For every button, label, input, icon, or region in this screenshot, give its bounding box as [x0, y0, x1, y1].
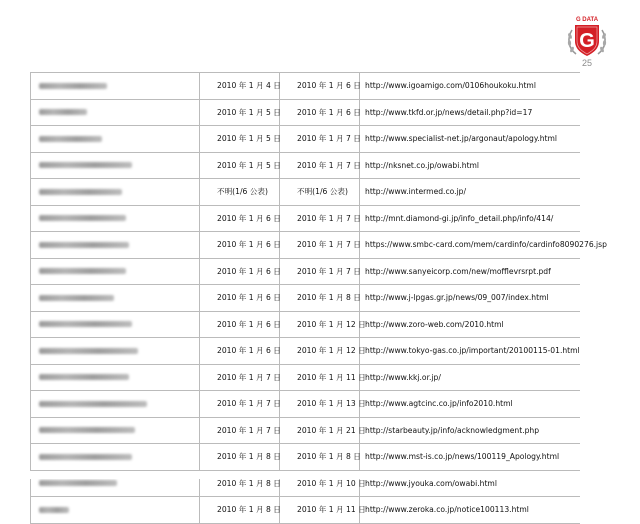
table-row	[30, 126, 580, 153]
table-row	[30, 259, 580, 286]
source-url-link[interactable]: https://www.smbc-card.com/mem/cardinfo/cardinfo8090276.jsp	[365, 240, 607, 250]
incident-date-cell: 2010 年 1 月 6 日	[200, 206, 280, 232]
announce-date-cell: 2010 年 1 月 6 日	[280, 100, 360, 126]
incident-date-cell: 2010 年 1 月 8 日	[200, 471, 280, 497]
redacted-company-name	[39, 480, 117, 486]
announce-date-cell: 2010 年 1 月 21 日	[280, 418, 360, 444]
table-row	[30, 153, 580, 180]
incident-date-cell: 2010 年 1 月 5 日	[200, 153, 280, 179]
redacted-company-name	[39, 83, 107, 89]
page-bottom-edge	[0, 471, 640, 479]
source-url-link[interactable]: http://www.sanyeicorp.com/new/mofflevrsrpt.pdf	[365, 266, 551, 276]
redacted-company-name	[39, 427, 135, 433]
announce-date-cell: 2010 年 1 月 6 日	[280, 73, 360, 99]
incident-date-cell: 2010 年 1 月 6 日	[200, 338, 280, 364]
announce-date-cell: 2010 年 1 月 12 日	[280, 312, 360, 338]
incident-date-cell: 2010 年 1 月 6 日	[200, 232, 280, 258]
source-url-link[interactable]: http://mnt.diamond-gi.jp/info_detail.php/info/414/	[365, 213, 554, 223]
redacted-company-name	[39, 189, 122, 195]
source-url-link[interactable]: http://www.kkj.or.jp/	[365, 372, 441, 382]
source-url-link[interactable]: http://www.jyouka.com/owabi.html	[365, 478, 497, 488]
redacted-company-name	[39, 507, 69, 513]
source-url-link[interactable]: http://www.mst-is.co.jp/news/100119_Apology.html	[365, 452, 560, 462]
announce-date-cell: 2010 年 1 月 7 日	[280, 153, 360, 179]
company-name-cell	[30, 285, 200, 311]
company-name-cell	[30, 179, 200, 205]
redacted-company-name	[39, 162, 132, 168]
company-name-cell	[30, 365, 200, 391]
table-row	[30, 285, 580, 312]
table-row	[30, 232, 607, 259]
announce-date-cell: 2010 年 1 月 12 日	[280, 338, 360, 364]
incident-date-cell: 2010 年 1 月 5 日	[200, 126, 280, 152]
redacted-company-name	[39, 454, 132, 460]
company-name-cell	[30, 497, 200, 523]
announce-date-cell: 2010 年 1 月 8 日	[280, 444, 360, 470]
announce-date-cell: 2010 年 1 月 7 日	[280, 232, 360, 258]
redacted-company-name	[39, 109, 87, 115]
company-name-cell	[30, 338, 200, 364]
table-row	[30, 206, 580, 233]
source-url-link[interactable]: http://starbeauty.jp/info/acknowledgment.php	[365, 425, 540, 435]
announce-date-cell: 2010 年 1 月 8 日	[280, 285, 360, 311]
gdata-logo	[564, 12, 610, 70]
svg-text:25: 25	[581, 58, 593, 68]
incident-date-cell: 2010 年 1 月 6 日	[200, 312, 280, 338]
source-url-link[interactable]: http://www.specialist-net.jp/argonaut/apology.html	[365, 134, 557, 144]
company-name-cell	[30, 126, 200, 152]
company-name-cell	[30, 206, 200, 232]
source-url-link[interactable]: http://www.zoro-web.com/2010.html	[365, 319, 504, 329]
source-url-link[interactable]: http://www.igoamigo.com/0106houkoku.html	[365, 81, 536, 91]
incident-date-cell: 2010 年 1 月 6 日	[200, 285, 280, 311]
company-name-cell	[30, 153, 200, 179]
incident-date-cell: 2010 年 1 月 6 日	[200, 259, 280, 285]
redacted-company-name	[39, 295, 114, 301]
redacted-company-name	[39, 401, 147, 407]
redacted-company-name	[39, 348, 138, 354]
table-row	[30, 497, 580, 524]
svg-text:G DATA: G DATA	[575, 17, 599, 23]
redacted-company-name	[39, 374, 129, 380]
incident-date-cell: 2010 年 1 月 7 日	[200, 365, 280, 391]
announce-date-cell: 不明(1/6 公表)	[280, 179, 360, 205]
source-url-link[interactable]: http://www.zeroka.co.jp/notice100113.html	[365, 505, 529, 515]
source-url-link[interactable]: http://www.j-lpgas.gr.jp/news/09_007/index.html	[365, 293, 549, 303]
company-name-cell	[30, 391, 200, 417]
source-url-link[interactable]: http://www.tkfd.or.jp/news/detail.php?id=17	[365, 107, 533, 117]
company-name-cell	[30, 418, 200, 444]
table-row	[30, 338, 580, 365]
source-url-link[interactable]: http://nksnet.co.jp/owabi.html	[365, 160, 480, 170]
announce-date-cell: 2010 年 1 月 11 日	[280, 497, 360, 523]
announce-date-cell: 2010 年 1 月 7 日	[280, 206, 360, 232]
source-url-link[interactable]: http://www.agtcinc.co.jp/info2010.html	[365, 399, 513, 409]
announce-date-cell: 2010 年 1 月 13 日	[280, 391, 360, 417]
table-row	[30, 391, 580, 418]
incident-table	[30, 72, 607, 524]
announce-date-cell: 2010 年 1 月 7 日	[280, 259, 360, 285]
company-name-cell	[30, 232, 200, 258]
redacted-company-name	[39, 321, 132, 327]
table-row	[30, 418, 580, 445]
company-name-cell	[30, 312, 200, 338]
redacted-company-name	[39, 268, 126, 274]
table-row	[30, 100, 580, 127]
table-row	[30, 365, 580, 392]
company-name-cell	[30, 100, 200, 126]
company-name-cell	[30, 73, 200, 99]
incident-date-cell: 2010 年 1 月 5 日	[200, 100, 280, 126]
table-row	[30, 73, 580, 100]
incident-date-cell: 2010 年 1 月 4 日	[200, 73, 280, 99]
incident-date-cell: 2010 年 1 月 7 日	[200, 418, 280, 444]
incident-date-cell: 不明(1/6 公表)	[200, 179, 280, 205]
incident-date-cell: 2010 年 1 月 7 日	[200, 391, 280, 417]
announce-date-cell: 2010 年 1 月 11 日	[280, 365, 360, 391]
table-row	[30, 444, 580, 471]
table-row	[30, 179, 580, 206]
redacted-company-name	[39, 242, 129, 248]
incident-date-cell: 2010 年 1 月 8 日	[200, 497, 280, 523]
company-name-cell	[30, 444, 200, 470]
incident-date-cell: 2010 年 1 月 8 日	[200, 444, 280, 470]
source-url-link[interactable]: http://www.tokyo-gas.co.jp/important/20100115-01.html	[365, 346, 580, 356]
announce-date-cell: 2010 年 1 月 10 日	[280, 471, 360, 497]
table-row	[30, 312, 580, 339]
source-url-link[interactable]: http://www.intermed.co.jp/	[365, 187, 467, 197]
company-name-cell	[30, 259, 200, 285]
svg-text:G: G	[579, 30, 595, 52]
announce-date-cell: 2010 年 1 月 7 日	[280, 126, 360, 152]
redacted-company-name	[39, 136, 102, 142]
redacted-company-name	[39, 215, 126, 221]
